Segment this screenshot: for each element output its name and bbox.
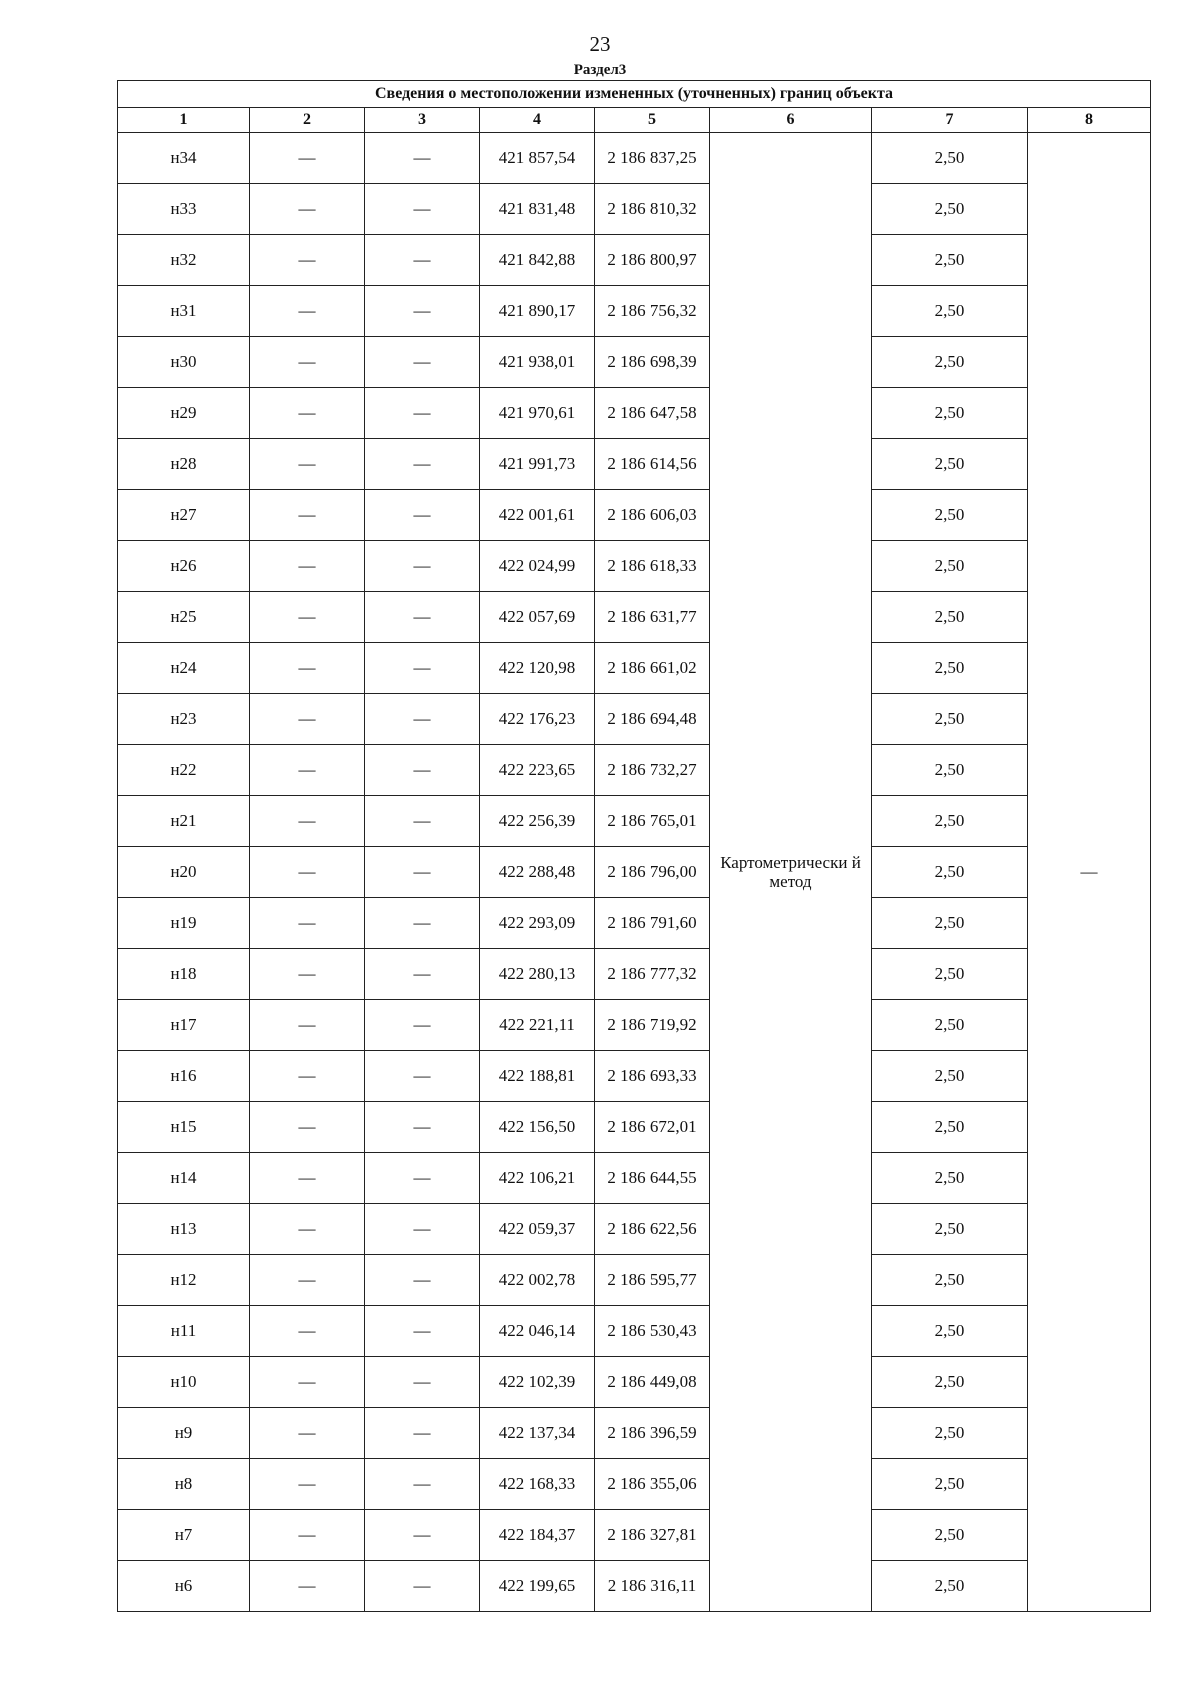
y-coordinate-cell: 2 186 672,01	[595, 1102, 710, 1153]
method-cell	[710, 133, 872, 1612]
y-coordinate-cell: 2 186 694,48	[595, 694, 710, 745]
point-cell: н30	[118, 337, 250, 388]
y-coordinate-cell: 2 186 837,25	[595, 133, 710, 184]
table-row	[118, 1153, 1151, 1204]
table-caption: Сведения о местоположении измененных (уточненных) границ объекта	[118, 81, 1151, 108]
col3-dash-cell: —	[365, 184, 480, 235]
y-coordinate-cell: 2 186 796,00	[595, 847, 710, 898]
y-coordinate-cell: 2 186 732,27	[595, 745, 710, 796]
point-cell: н6	[118, 1561, 250, 1612]
accuracy-cell: 2,50	[872, 1408, 1028, 1459]
column-number: 8	[1028, 108, 1151, 133]
y-coordinate-cell: 2 186 777,32	[595, 949, 710, 1000]
accuracy-cell: 2,50	[872, 592, 1028, 643]
accuracy-cell: 2,50	[872, 694, 1028, 745]
column-number: 2	[250, 108, 365, 133]
col3-dash-cell: —	[365, 796, 480, 847]
col2-dash-cell: —	[250, 847, 365, 898]
point-cell: н12	[118, 1255, 250, 1306]
col3-dash-cell: —	[365, 1051, 480, 1102]
x-coordinate-cell: 422 188,81	[480, 1051, 595, 1102]
x-coordinate-cell: 421 991,73	[480, 439, 595, 490]
x-coordinate-cell: 422 001,61	[480, 490, 595, 541]
accuracy-cell: 2,50	[872, 1357, 1028, 1408]
x-coordinate-cell: 422 024,99	[480, 541, 595, 592]
point-cell: н9	[118, 1408, 250, 1459]
table-row	[118, 1051, 1151, 1102]
table-row	[118, 235, 1151, 286]
accuracy-cell: 2,50	[872, 133, 1028, 184]
x-coordinate-cell: 422 057,69	[480, 592, 595, 643]
y-coordinate-cell: 2 186 698,39	[595, 337, 710, 388]
y-coordinate-cell: 2 186 606,03	[595, 490, 710, 541]
x-coordinate-cell: 421 842,88	[480, 235, 595, 286]
col8-cell: —	[1028, 133, 1151, 1612]
col3-dash-cell: —	[365, 592, 480, 643]
y-coordinate-cell: 2 186 647,58	[595, 388, 710, 439]
accuracy-cell: 2,50	[872, 847, 1028, 898]
accuracy-cell: 2,50	[872, 1306, 1028, 1357]
table-row	[118, 643, 1151, 694]
x-coordinate-cell: 422 184,37	[480, 1510, 595, 1561]
table-row	[118, 1459, 1151, 1510]
point-cell: н22	[118, 745, 250, 796]
x-coordinate-cell: 422 223,65	[480, 745, 595, 796]
accuracy-cell: 2,50	[872, 490, 1028, 541]
x-coordinate-cell: 422 168,33	[480, 1459, 595, 1510]
col3-dash-cell: —	[365, 1510, 480, 1561]
y-coordinate-cell: 2 186 396,59	[595, 1408, 710, 1459]
y-coordinate-cell: 2 186 530,43	[595, 1306, 710, 1357]
col3-dash-cell: —	[365, 745, 480, 796]
table-body	[118, 133, 1151, 1612]
point-cell: н27	[118, 490, 250, 541]
y-coordinate-cell: 2 186 791,60	[595, 898, 710, 949]
col2-dash-cell: —	[250, 745, 365, 796]
accuracy-cell: 2,50	[872, 1561, 1028, 1612]
table-row	[118, 949, 1151, 1000]
accuracy-cell: 2,50	[872, 541, 1028, 592]
table-row	[118, 541, 1151, 592]
column-number: 7	[872, 108, 1028, 133]
table-row	[118, 337, 1151, 388]
accuracy-cell: 2,50	[872, 337, 1028, 388]
point-cell: н8	[118, 1459, 250, 1510]
method-text: Картометрически й метод	[720, 853, 861, 891]
col2-dash-cell: —	[250, 949, 365, 1000]
col2-dash-cell: —	[250, 1561, 365, 1612]
table-row	[118, 592, 1151, 643]
accuracy-cell: 2,50	[872, 235, 1028, 286]
table-row	[118, 1408, 1151, 1459]
accuracy-cell: 2,50	[872, 1204, 1028, 1255]
col2-dash-cell: —	[250, 184, 365, 235]
point-cell: н31	[118, 286, 250, 337]
x-coordinate-cell: 421 938,01	[480, 337, 595, 388]
col2-dash-cell: —	[250, 1204, 365, 1255]
point-cell: н7	[118, 1510, 250, 1561]
y-coordinate-cell: 2 186 355,06	[595, 1459, 710, 1510]
point-cell: н14	[118, 1153, 250, 1204]
col2-dash-cell: —	[250, 1408, 365, 1459]
col3-dash-cell: —	[365, 643, 480, 694]
point-cell: н20	[118, 847, 250, 898]
point-cell: н23	[118, 694, 250, 745]
table-row	[118, 1306, 1151, 1357]
y-coordinate-cell: 2 186 595,77	[595, 1255, 710, 1306]
col3-dash-cell: —	[365, 949, 480, 1000]
point-cell: н29	[118, 388, 250, 439]
column-number: 1	[118, 108, 250, 133]
y-coordinate-cell: 2 186 316,11	[595, 1561, 710, 1612]
x-coordinate-cell: 421 831,48	[480, 184, 595, 235]
col2-dash-cell: —	[250, 796, 365, 847]
accuracy-cell: 2,50	[872, 388, 1028, 439]
point-cell: н17	[118, 1000, 250, 1051]
y-coordinate-cell: 2 186 719,92	[595, 1000, 710, 1051]
col2-dash-cell: —	[250, 1102, 365, 1153]
col2-dash-cell: —	[250, 337, 365, 388]
table-row	[118, 286, 1151, 337]
y-coordinate-cell: 2 186 614,56	[595, 439, 710, 490]
col2-dash-cell: —	[250, 1000, 365, 1051]
col2-dash-cell: —	[250, 286, 365, 337]
table-row	[118, 1561, 1151, 1612]
y-coordinate-cell: 2 186 800,97	[595, 235, 710, 286]
point-cell: н13	[118, 1204, 250, 1255]
x-coordinate-cell: 422 106,21	[480, 1153, 595, 1204]
y-coordinate-cell: 2 186 644,55	[595, 1153, 710, 1204]
point-cell: н10	[118, 1357, 250, 1408]
y-coordinate-cell: 2 186 661,02	[595, 643, 710, 694]
col3-dash-cell: —	[365, 1153, 480, 1204]
accuracy-cell: 2,50	[872, 184, 1028, 235]
table-row	[118, 490, 1151, 541]
table-row	[118, 745, 1151, 796]
point-cell: н25	[118, 592, 250, 643]
point-cell: н24	[118, 643, 250, 694]
col2-dash-cell: —	[250, 898, 365, 949]
column-number: 3	[365, 108, 480, 133]
y-coordinate-cell: 2 186 810,32	[595, 184, 710, 235]
table-row	[118, 847, 1151, 898]
col3-dash-cell: —	[365, 847, 480, 898]
accuracy-cell: 2,50	[872, 1102, 1028, 1153]
x-coordinate-cell: 422 221,11	[480, 1000, 595, 1051]
accuracy-cell: 2,50	[872, 1255, 1028, 1306]
y-coordinate-cell: 2 186 693,33	[595, 1051, 710, 1102]
accuracy-cell: 2,50	[872, 745, 1028, 796]
point-cell: н28	[118, 439, 250, 490]
accuracy-cell: 2,50	[872, 1510, 1028, 1561]
column-number: 6	[710, 108, 872, 133]
x-coordinate-cell: 422 280,13	[480, 949, 595, 1000]
accuracy-cell: 2,50	[872, 1459, 1028, 1510]
y-coordinate-cell: 2 186 449,08	[595, 1357, 710, 1408]
col2-dash-cell: —	[250, 541, 365, 592]
table-row	[118, 388, 1151, 439]
col2-dash-cell: —	[250, 1153, 365, 1204]
point-cell: н19	[118, 898, 250, 949]
accuracy-cell: 2,50	[872, 1000, 1028, 1051]
point-cell: н15	[118, 1102, 250, 1153]
col3-dash-cell: —	[365, 1459, 480, 1510]
table-row	[118, 439, 1151, 490]
x-coordinate-cell: 422 137,34	[480, 1408, 595, 1459]
section-title: Раздел3	[573, 62, 627, 78]
col3-dash-cell: —	[365, 1000, 480, 1051]
col3-dash-cell: —	[365, 1306, 480, 1357]
x-coordinate-cell: 422 256,39	[480, 796, 595, 847]
col2-dash-cell: —	[250, 694, 365, 745]
accuracy-cell: 2,50	[872, 949, 1028, 1000]
x-coordinate-cell: 422 176,23	[480, 694, 595, 745]
x-coordinate-cell: 422 059,37	[480, 1204, 595, 1255]
col3-dash-cell: —	[365, 439, 480, 490]
x-coordinate-cell: 421 890,17	[480, 286, 595, 337]
col2-dash-cell: —	[250, 643, 365, 694]
y-coordinate-cell: 2 186 756,32	[595, 286, 710, 337]
col3-dash-cell: —	[365, 388, 480, 439]
x-coordinate-cell: 422 046,14	[480, 1306, 595, 1357]
column-number: 5	[595, 108, 710, 133]
col3-dash-cell: —	[365, 541, 480, 592]
col3-dash-cell: —	[365, 133, 480, 184]
accuracy-cell: 2,50	[872, 439, 1028, 490]
col3-dash-cell: —	[365, 898, 480, 949]
col2-dash-cell: —	[250, 133, 365, 184]
col3-dash-cell: —	[365, 1204, 480, 1255]
point-cell: н34	[118, 133, 250, 184]
accuracy-cell: 2,50	[872, 898, 1028, 949]
y-coordinate-cell: 2 186 618,33	[595, 541, 710, 592]
x-coordinate-cell: 422 002,78	[480, 1255, 595, 1306]
x-coordinate-cell: 422 199,65	[480, 1561, 595, 1612]
col3-dash-cell: —	[365, 1102, 480, 1153]
table-row	[118, 796, 1151, 847]
col3-dash-cell: —	[365, 1357, 480, 1408]
col2-dash-cell: —	[250, 1459, 365, 1510]
accuracy-cell: 2,50	[872, 1153, 1028, 1204]
col3-dash-cell: —	[365, 694, 480, 745]
x-coordinate-cell: 422 120,98	[480, 643, 595, 694]
point-cell: н18	[118, 949, 250, 1000]
x-coordinate-cell: 422 288,48	[480, 847, 595, 898]
point-cell: н21	[118, 796, 250, 847]
col2-dash-cell: —	[250, 490, 365, 541]
col2-dash-cell: —	[250, 592, 365, 643]
boundary-coordinates-table	[117, 80, 1151, 1612]
column-number-row	[118, 108, 1151, 133]
x-coordinate-cell: 421 970,61	[480, 388, 595, 439]
table-row	[118, 184, 1151, 235]
col2-dash-cell: —	[250, 235, 365, 286]
col2-dash-cell: —	[250, 1357, 365, 1408]
x-coordinate-cell: 422 102,39	[480, 1357, 595, 1408]
col2-dash-cell: —	[250, 1255, 365, 1306]
table-row	[118, 1510, 1151, 1561]
accuracy-cell: 2,50	[872, 1051, 1028, 1102]
point-cell: н26	[118, 541, 250, 592]
point-cell: н32	[118, 235, 250, 286]
y-coordinate-cell: 2 186 622,56	[595, 1204, 710, 1255]
accuracy-cell: 2,50	[872, 796, 1028, 847]
x-coordinate-cell: 422 156,50	[480, 1102, 595, 1153]
table-row	[118, 898, 1151, 949]
col3-dash-cell: —	[365, 1255, 480, 1306]
col2-dash-cell: —	[250, 1051, 365, 1102]
x-coordinate-cell: 421 857,54	[480, 133, 595, 184]
point-cell: н16	[118, 1051, 250, 1102]
point-cell: н11	[118, 1306, 250, 1357]
column-number: 4	[480, 108, 595, 133]
table-row	[118, 1255, 1151, 1306]
col2-dash-cell: —	[250, 1306, 365, 1357]
table-row	[118, 1000, 1151, 1051]
y-coordinate-cell: 2 186 631,77	[595, 592, 710, 643]
col3-dash-cell: —	[365, 1561, 480, 1612]
col2-dash-cell: —	[250, 388, 365, 439]
col3-dash-cell: —	[365, 1408, 480, 1459]
table-row	[118, 1204, 1151, 1255]
table-row	[118, 1357, 1151, 1408]
col3-dash-cell: —	[365, 235, 480, 286]
accuracy-cell: 2,50	[872, 286, 1028, 337]
col3-dash-cell: —	[365, 337, 480, 388]
accuracy-cell: 2,50	[872, 643, 1028, 694]
x-coordinate-cell: 422 293,09	[480, 898, 595, 949]
table-row	[118, 1102, 1151, 1153]
col2-dash-cell: —	[250, 439, 365, 490]
col2-dash-cell: —	[250, 1510, 365, 1561]
y-coordinate-cell: 2 186 327,81	[595, 1510, 710, 1561]
col3-dash-cell: —	[365, 490, 480, 541]
point-cell: н33	[118, 184, 250, 235]
table-row	[118, 133, 1151, 184]
col3-dash-cell: —	[365, 286, 480, 337]
page-number: 23	[589, 32, 611, 56]
table-row	[118, 694, 1151, 745]
y-coordinate-cell: 2 186 765,01	[595, 796, 710, 847]
